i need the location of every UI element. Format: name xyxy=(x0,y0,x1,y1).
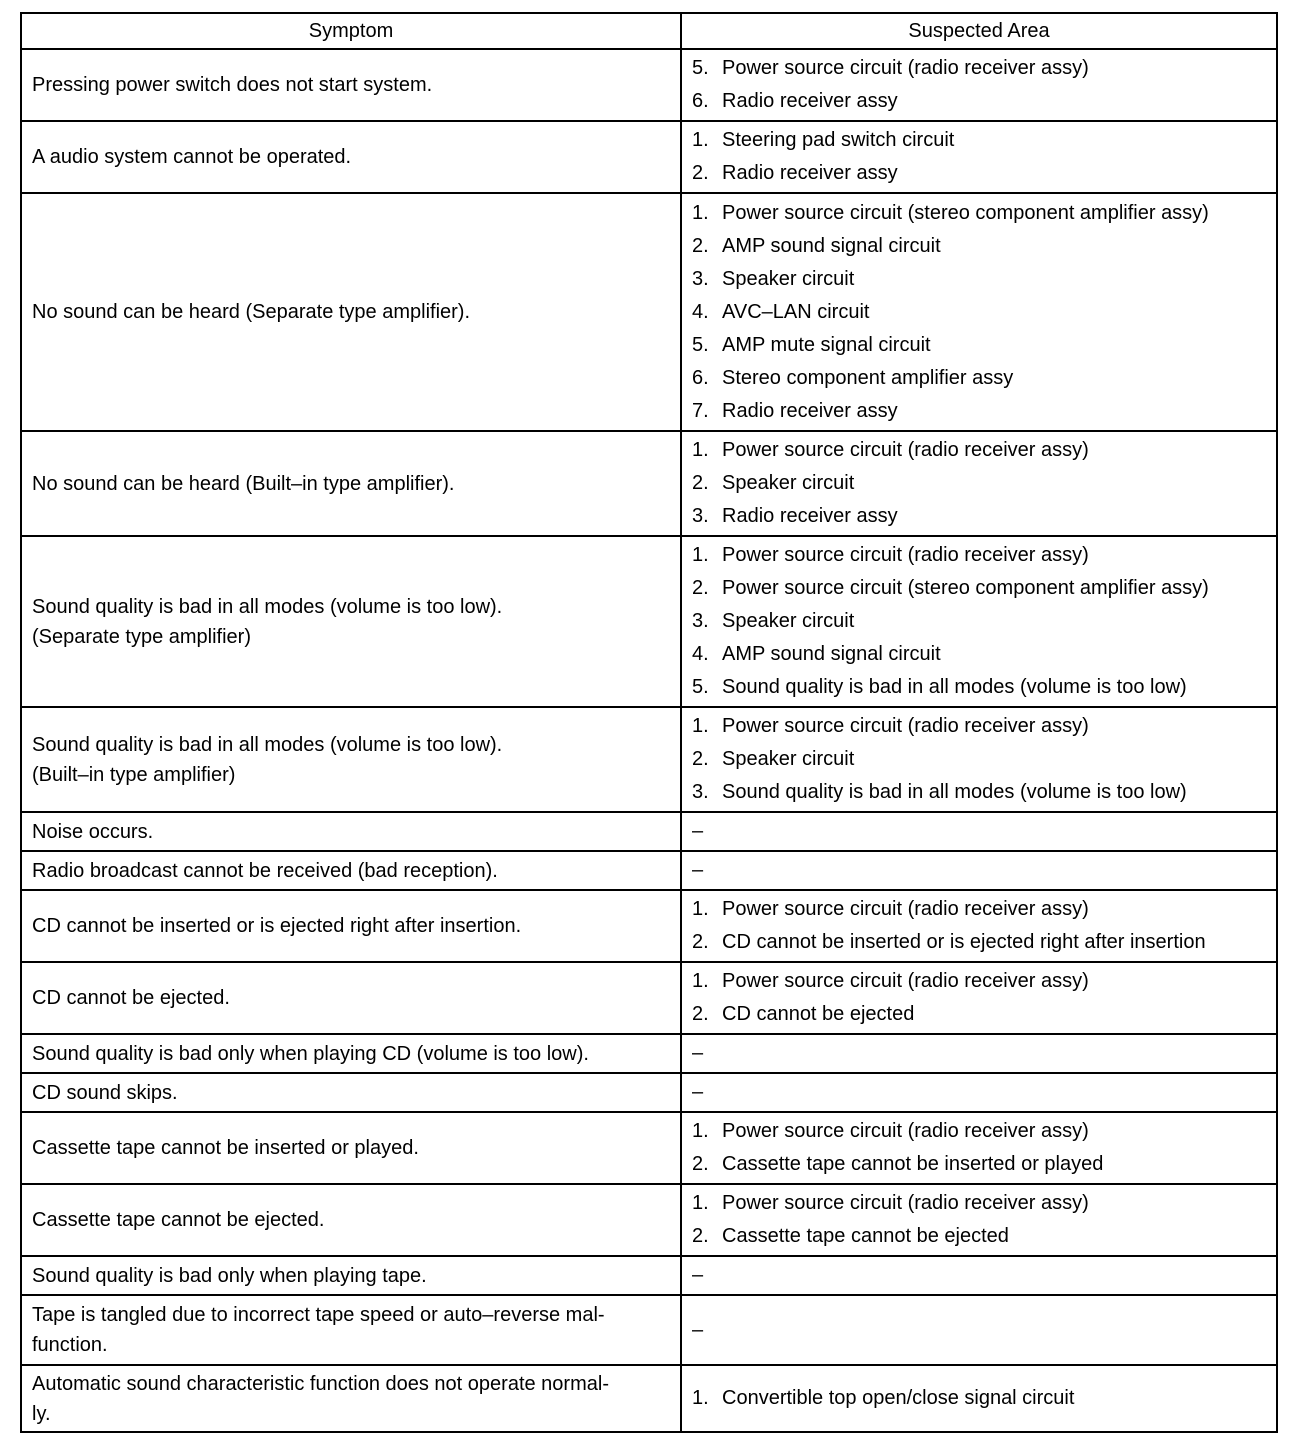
item-number: 3. xyxy=(692,505,709,527)
item-text: Power source circuit (radio receiver assy) xyxy=(722,439,1089,461)
symptom-cell xyxy=(21,49,681,121)
suspected-area-item xyxy=(692,197,1266,230)
item-number: 1. xyxy=(692,898,709,920)
suspected-area-item xyxy=(692,1382,1266,1415)
symptom-cell xyxy=(21,1256,681,1295)
troubleshooting-table xyxy=(20,12,1278,1433)
suspected-area-item xyxy=(692,1187,1266,1220)
item-text: Power source circuit (radio receiver assy) xyxy=(722,898,1089,920)
symptom-text: Cassette tape cannot be inserted or played. xyxy=(32,1137,419,1159)
table-row xyxy=(21,121,1277,193)
item-number: 6. xyxy=(692,366,709,389)
symptom-text: Sound quality is bad only when playing CD (volume is too low). xyxy=(32,1042,589,1065)
suspected-area-cell xyxy=(681,1112,1277,1184)
item-number: 2. xyxy=(692,748,709,770)
suspected-area-cell xyxy=(681,1073,1277,1112)
item-text: AMP sound signal circuit xyxy=(722,643,941,665)
item-text: Cassette tape cannot be ejected xyxy=(722,1225,1009,1247)
suspected-area-item xyxy=(692,329,1266,362)
suspected-area-item xyxy=(692,124,1266,157)
suspected-area-cell xyxy=(681,193,1277,431)
table-row xyxy=(21,536,1277,707)
symptom-cell xyxy=(21,1112,681,1184)
symptom-text: Tape is tangled due to incorrect tape speed or auto–reverse mal- xyxy=(32,1304,605,1326)
suspected-area-item xyxy=(692,230,1266,263)
item-number: 6. xyxy=(692,90,709,112)
symptom-text: Sound quality is bad only when playing tape. xyxy=(32,1264,427,1287)
item-number: 5. xyxy=(692,57,709,79)
item-text: Power source circuit (stereo component amplifier assy) xyxy=(722,577,1209,599)
symptom-cell xyxy=(21,193,681,431)
symptom-text: CD sound skips. xyxy=(32,1081,178,1104)
item-number: 2. xyxy=(692,577,709,599)
symptom-text: A audio system cannot be operated. xyxy=(32,146,352,168)
suspected-area-list xyxy=(692,852,1266,889)
suspected-area-list xyxy=(692,813,1266,850)
suspected-area-list xyxy=(692,1380,1266,1417)
suspected-area-item xyxy=(692,157,1266,190)
suspected-area-item xyxy=(692,52,1266,85)
symptom-text: ly. xyxy=(32,1402,51,1425)
symptom-cell xyxy=(21,1184,681,1256)
suspected-area-item xyxy=(692,362,1266,395)
suspected-area-cell xyxy=(681,1365,1277,1432)
suspected-area-item xyxy=(692,500,1266,533)
item-number: 1. xyxy=(692,201,709,224)
item-text: – xyxy=(692,1264,704,1286)
item-text: Power source circuit (radio receiver assy) xyxy=(722,715,1089,737)
suspected-area-cell xyxy=(681,707,1277,812)
suspected-area-item xyxy=(692,854,1266,887)
symptom-text: (Separate type amplifier) xyxy=(32,625,251,648)
suspected-area-list xyxy=(692,708,1266,811)
table-row xyxy=(21,1112,1277,1184)
item-number: 1. xyxy=(692,1120,709,1142)
item-number: 4. xyxy=(692,643,709,665)
item-text: Speaker circuit xyxy=(722,610,855,632)
item-number: 5. xyxy=(692,333,709,356)
symptom-cell xyxy=(21,707,681,812)
suspected-area-cell xyxy=(681,962,1277,1034)
item-number: 1. xyxy=(692,1192,709,1214)
suspected-area-list xyxy=(692,1035,1266,1072)
suspected-area-item xyxy=(692,395,1266,428)
suspected-area-list xyxy=(692,1113,1266,1183)
item-text: AMP sound signal circuit xyxy=(722,234,941,257)
symptom-text: Sound quality is bad in all modes (volume is too low). xyxy=(32,733,503,756)
table-row xyxy=(21,707,1277,812)
suspected-area-item xyxy=(692,1037,1266,1070)
item-number: 1. xyxy=(692,970,709,992)
symptom-header: Symptom xyxy=(21,13,681,49)
suspected-area-cell xyxy=(681,812,1277,851)
item-text: CD cannot be inserted or is ejected right after insertion xyxy=(722,931,1206,953)
symptom-text: CD cannot be ejected. xyxy=(32,987,230,1009)
suspected-area-cell xyxy=(681,431,1277,536)
item-text: Sound quality is bad in all modes (volume is too low) xyxy=(722,676,1187,698)
suspected-area-item xyxy=(692,815,1266,848)
symptom-text: Cassette tape cannot be ejected. xyxy=(32,1209,325,1231)
suspected-area-list xyxy=(692,122,1266,192)
table-row xyxy=(21,1184,1277,1256)
symptom-cell xyxy=(21,962,681,1034)
item-number: 4. xyxy=(692,300,709,323)
item-number: 2. xyxy=(692,1225,709,1247)
symptom-text: No sound can be heard (Separate type amplifier). xyxy=(32,301,471,323)
symptom-cell xyxy=(21,1295,681,1365)
suspected-area-item xyxy=(692,1314,1266,1347)
table-row xyxy=(21,1256,1277,1295)
suspected-area-list xyxy=(692,195,1266,430)
suspected-area-item xyxy=(692,263,1266,296)
item-number: 1. xyxy=(692,129,709,151)
symptom-cell xyxy=(21,851,681,890)
item-number: 5. xyxy=(692,676,709,698)
suspected-area-item xyxy=(692,1076,1266,1109)
symptom-text: Noise occurs. xyxy=(32,820,154,843)
item-number: 2. xyxy=(692,1003,709,1025)
table-row xyxy=(21,431,1277,536)
suspected-area-list xyxy=(692,1185,1266,1255)
item-text: Radio receiver assy xyxy=(722,162,898,184)
suspected-area-item xyxy=(692,1148,1266,1181)
suspected-area-item xyxy=(692,296,1266,329)
suspected-area-item xyxy=(692,743,1266,776)
item-text: Radio receiver assy xyxy=(722,90,898,112)
item-text: Sound quality is bad in all modes (volume is too low) xyxy=(722,781,1187,803)
suspected-area-list xyxy=(692,1074,1266,1111)
item-text: Steering pad switch circuit xyxy=(722,129,955,151)
table-row xyxy=(21,1073,1277,1112)
item-text: Power source circuit (radio receiver assy) xyxy=(722,970,1089,992)
suspected-area-item xyxy=(692,1115,1266,1148)
item-number: 2. xyxy=(692,162,709,184)
suspected-area-item xyxy=(692,572,1266,605)
item-number: 1. xyxy=(692,715,709,737)
symptom-cell xyxy=(21,121,681,193)
item-text: Speaker circuit xyxy=(722,472,855,494)
symptom-cell xyxy=(21,890,681,962)
symptom-cell xyxy=(21,1073,681,1112)
suspected-area-item xyxy=(692,998,1266,1031)
suspected-area-cell xyxy=(681,49,1277,121)
symptom-text: No sound can be heard (Built–in type amplifier). xyxy=(32,472,455,495)
table-row xyxy=(21,1034,1277,1073)
suspected-area-cell xyxy=(681,890,1277,962)
suspected-area-cell xyxy=(681,536,1277,707)
item-text: – xyxy=(692,1081,704,1103)
symptom-text: Pressing power switch does not start system. xyxy=(32,74,433,96)
table-row xyxy=(21,962,1277,1034)
item-number: 1. xyxy=(692,439,709,461)
suspected-area-cell xyxy=(681,1295,1277,1365)
suspected-area-list xyxy=(692,963,1266,1033)
item-number: 2. xyxy=(692,1153,709,1175)
suspected-area-cell xyxy=(681,1184,1277,1256)
item-text: – xyxy=(692,859,704,881)
item-text: Power source circuit (radio receiver assy) xyxy=(722,1192,1089,1214)
item-text: – xyxy=(692,820,704,842)
table-row xyxy=(21,851,1277,890)
item-text: CD cannot be ejected xyxy=(722,1003,915,1025)
item-text: AMP mute signal circuit xyxy=(722,333,931,356)
suspected-area-list xyxy=(692,1257,1266,1294)
header-row xyxy=(21,13,1277,49)
suspected-area-item xyxy=(692,710,1266,743)
suspected-area-item xyxy=(692,1259,1266,1292)
symptom-cell xyxy=(21,536,681,707)
item-number: 2. xyxy=(692,931,709,953)
suspected-area-item xyxy=(692,467,1266,500)
table-row xyxy=(21,193,1277,431)
suspected-area-list xyxy=(692,432,1266,535)
table-row xyxy=(21,890,1277,962)
symptom-cell xyxy=(21,431,681,536)
suspected-area-item xyxy=(692,605,1266,638)
suspected-area-item xyxy=(692,434,1266,467)
item-text: Power source circuit (radio receiver assy) xyxy=(722,1120,1089,1142)
item-text: Speaker circuit xyxy=(722,267,855,290)
table-row xyxy=(21,1365,1277,1432)
item-number: 1. xyxy=(692,1387,709,1409)
item-text: Stereo component amplifier assy xyxy=(722,366,1014,389)
symptom-text: Sound quality is bad in all modes (volume is too low). xyxy=(32,595,503,618)
item-text: Speaker circuit xyxy=(722,748,855,770)
suspected-area-cell xyxy=(681,851,1277,890)
symptom-cell xyxy=(21,1365,681,1432)
suspected-area-item xyxy=(692,893,1266,926)
suspected-area-list xyxy=(692,537,1266,706)
item-text: – xyxy=(692,1042,704,1064)
suspected-area-cell xyxy=(681,121,1277,193)
item-number: 2. xyxy=(692,472,709,494)
suspected-area-item xyxy=(692,1220,1266,1253)
suspected-area-item xyxy=(692,539,1266,572)
suspected-area-item xyxy=(692,671,1266,704)
suspected-area-cell xyxy=(681,1256,1277,1295)
symptom-text: (Built–in type amplifier) xyxy=(32,763,236,786)
suspected-area-header: Suspected Area xyxy=(681,13,1277,49)
item-text: – xyxy=(692,1318,704,1341)
item-text: Cassette tape cannot be inserted or played xyxy=(722,1153,1104,1175)
item-number: 3. xyxy=(692,781,709,803)
suspected-area-item xyxy=(692,965,1266,998)
item-number: 1. xyxy=(692,544,709,566)
table-row xyxy=(21,1295,1277,1365)
suspected-area-item xyxy=(692,85,1266,118)
item-text: Power source circuit (stereo component amplifier assy) xyxy=(722,201,1209,224)
table-row xyxy=(21,49,1277,121)
item-number: 3. xyxy=(692,267,709,290)
suspected-area-item xyxy=(692,638,1266,671)
suspected-area-list xyxy=(692,1312,1266,1349)
item-number: 3. xyxy=(692,610,709,632)
item-text: Power source circuit (radio receiver assy) xyxy=(722,57,1089,79)
symptom-cell xyxy=(21,812,681,851)
item-text: Convertible top open/close signal circuit xyxy=(722,1387,1075,1409)
symptom-cell xyxy=(21,1034,681,1073)
symptom-text: Automatic sound characteristic function does not operate normal- xyxy=(32,1372,609,1395)
symptom-text: Radio broadcast cannot be received (bad reception). xyxy=(32,859,498,882)
item-text: AVC–LAN circuit xyxy=(722,300,870,323)
item-text: Radio receiver assy xyxy=(722,505,898,527)
suspected-area-cell xyxy=(681,1034,1277,1073)
suspected-area-item xyxy=(692,776,1266,809)
item-number: 7. xyxy=(692,399,709,422)
item-text: Radio receiver assy xyxy=(722,399,898,422)
suspected-area-list xyxy=(692,891,1266,961)
suspected-area-list xyxy=(692,50,1266,120)
item-text: Power source circuit (radio receiver assy) xyxy=(722,544,1089,566)
table-row xyxy=(21,812,1277,851)
suspected-area-item xyxy=(692,926,1266,959)
symptom-text: function. xyxy=(32,1334,108,1356)
symptom-text: CD cannot be inserted or is ejected right after insertion. xyxy=(32,915,522,937)
item-number: 2. xyxy=(692,234,709,257)
